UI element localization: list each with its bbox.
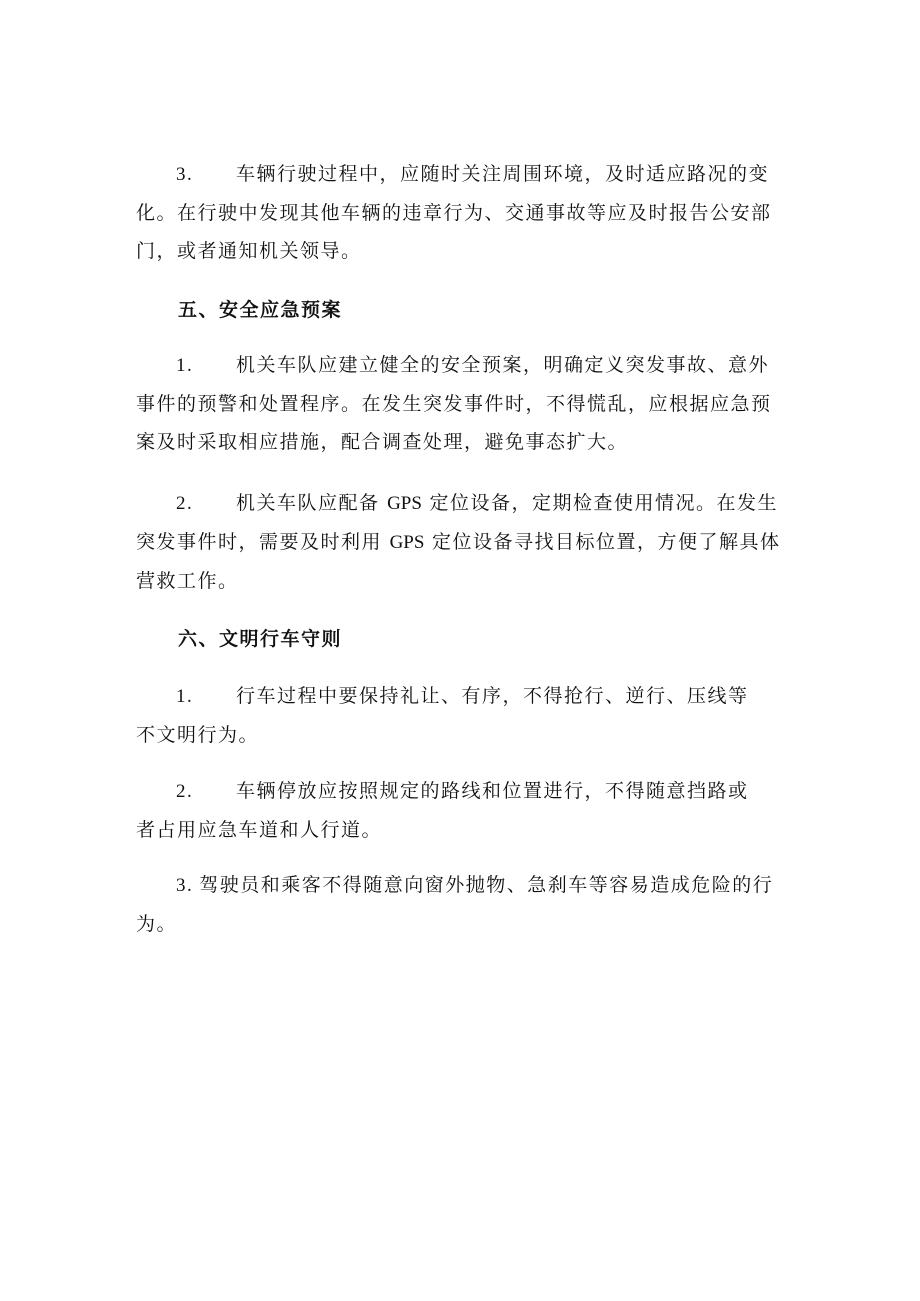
paragraph-text-b: 定位设备，定期检查使用情况。在发生突发事件时，需要及时利用	[136, 492, 778, 553]
paragraph-section6-item1	[136, 677, 786, 754]
paragraph-text-a: 车辆停放应按照规定的路线和位置进行，不得随意挡路或	[236, 780, 749, 802]
heading-section6: 六、文明行车守则	[178, 628, 343, 650]
item-number: 1.	[176, 686, 194, 707]
paragraph-section4-item3	[136, 155, 786, 270]
gps-term: GPS	[389, 532, 425, 553]
heading-section5: 五、安全应急预案	[178, 299, 343, 321]
paragraph-text-c: 定位设备寻找目标位置，方便了解具体营救工作。	[136, 531, 781, 592]
item-number: 1.	[176, 355, 194, 376]
item-number: 3.	[176, 875, 194, 896]
paragraph-text-b: 者占用应急车道和人行道。	[136, 819, 383, 841]
paragraph-text-a: 行车过程中要保持礼让、有序，不得抢行、逆行、压线等	[236, 685, 749, 707]
paragraph-text-b: 不文明行为。	[136, 724, 260, 746]
paragraph-section6-item2	[136, 772, 786, 849]
paragraph-text-a: 机关车队应配备	[236, 492, 380, 514]
paragraph-section6-item3	[136, 866, 786, 943]
item-number: 2.	[176, 493, 194, 514]
gps-term: GPS	[387, 493, 422, 514]
paragraph-text: 机关车队应建立健全的安全预案，明确定义突发事故、意外事件的预警和处置程序。在发生突发事件时，不得慌乱，应根据应急预案及时采取相应措施，配合调查处理，避免事态扩大。	[136, 354, 772, 453]
paragraph-section5-item1	[136, 346, 786, 461]
item-number: 3.	[176, 164, 194, 185]
item-number: 2.	[176, 781, 194, 802]
paragraph-text: 车辆行驶过程中，应随时关注周围环境，及时适应路况的变化。在行驶中发现其他车辆的违章行为、交通事故等应及时报告公安部门，或者通知机关领导。	[136, 163, 772, 262]
paragraph-section5-item2	[136, 484, 786, 600]
paragraph-text: 驾驶员和乘客不得随意向窗外抛物、急刹车等容易造成危险的行为。	[136, 874, 774, 935]
